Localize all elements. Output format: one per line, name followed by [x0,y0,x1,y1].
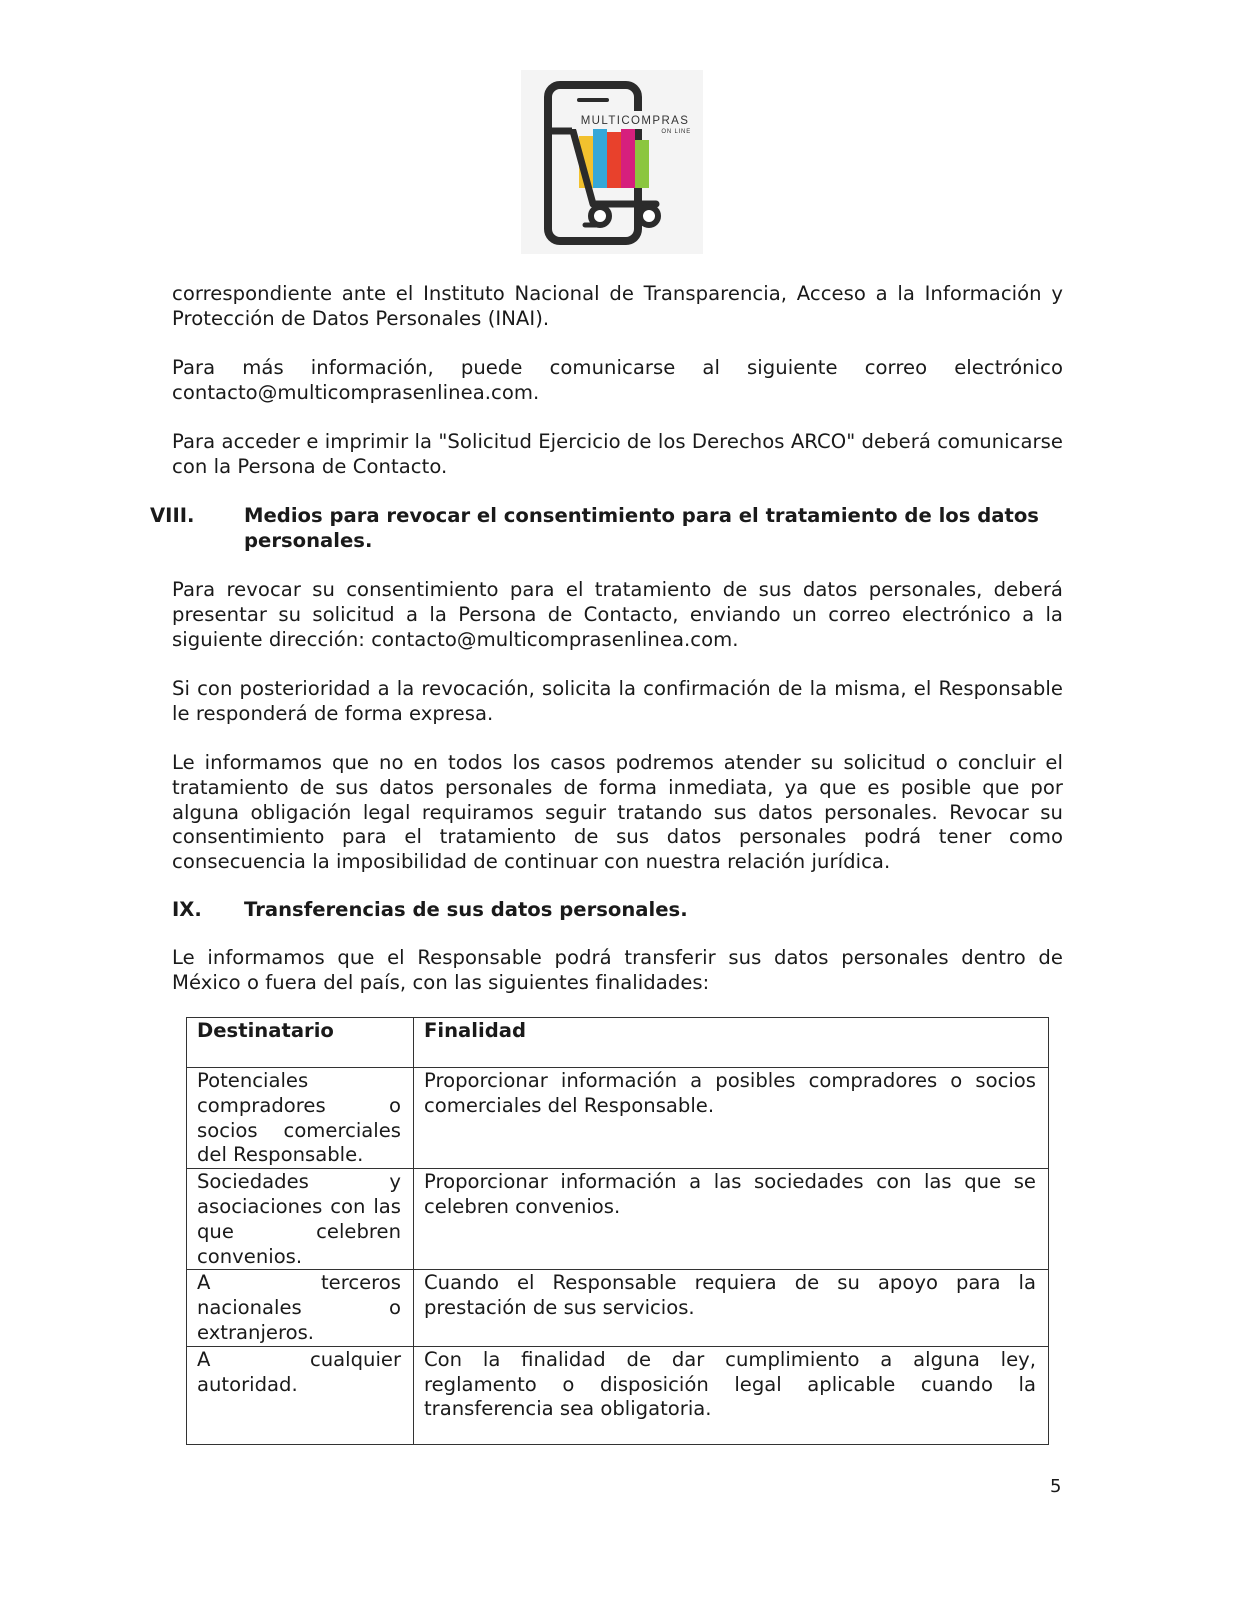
table-cell-purpose: Proporcionar información a las sociedades con las que se celebren convenios. [414,1169,1049,1270]
logo-tagline: ON LINE [661,129,691,135]
table-row [187,1068,1049,1169]
table-row [187,1346,1049,1444]
section-title: Medios para revocar el consentimiento para el tratamiento de los datos personales. [244,504,1039,552]
table-cell-recipient: Potenciales compradores o socios comerciales del Responsable. [187,1068,414,1169]
table-cell-recipient: Sociedades y asociaciones con las que celebren convenios. [187,1169,414,1270]
paragraph-revocation-confirmation: Si con posterioridad a la revocación, solicita la confirmación de la misma, el Responsable le responderá de forma expresa. [172,677,1063,725]
table-cell-purpose: Con la finalidad de dar cumplimiento a alguna ley, reglamento o disposición legal aplicable cuando la transferencia sea obligatoria. [414,1346,1049,1444]
table-cell-purpose: Proporcionar información a posibles compradores o socios comerciales del Responsable. [414,1068,1049,1169]
logo [521,70,703,254]
page-number: 5 [1050,1476,1062,1497]
paragraph-transfers-intro: Le informamos que el Responsable podrá transferir sus datos personales dentro de México o fuera del país, con las siguientes finalidades: [172,946,1063,994]
table-row [187,1270,1049,1346]
table-cell-purpose: Cuando el Responsable requiera de su apoyo para la prestación de sus servicios. [414,1270,1049,1346]
paragraph-contact-email: Para más información, puede comunicarse al siguiente correo electrónico contacto@multicomprasenlinea.com. [172,356,1063,404]
logo-color-bar [621,128,635,188]
logo-color-bar [607,132,621,188]
paragraph-inai: correspondiente ante el Instituto Nacional de Transparencia, Acceso a la Información y Protección de Datos Personales (INAI). [172,282,1063,330]
table-cell-recipient: A terceros nacionales o extranjeros. [187,1270,414,1346]
table-header-cell: Destinatario [187,1018,414,1068]
logo-color-bar [593,126,607,188]
transfers-table [186,1017,1049,1445]
paragraph-arco-request: Para acceder e imprimir la "Solicitud Ejercicio de los Derechos ARCO" deberá comunicarse con la Persona de Contacto. [172,430,1063,478]
paragraph-revocation-limits: Le informamos que no en todos los casos podremos atender su solicitud o concluir el tratamiento de sus datos personales de forma inmediata, ya que es posible que por alguna obligación legal requiramos seguir tratando sus datos personales. Revocar su consentimiento para el tratamiento de sus datos personales podrá tener como consecuencia la imposibilidad de continuar con nuestra relación jurídica. [172,751,1063,874]
paragraph-revoke-consent: Para revocar su consentimiento para el tratamiento de sus datos personales, deberá presentar su solicitud a la Persona de Contacto, enviando un correo electrónico a la siguiente dirección: contacto@multicomprasenlinea.com. [172,578,1063,651]
logo-color-bar [635,140,649,188]
logo-brand: MULTICOMPRAS [580,115,690,127]
table-row [187,1169,1049,1270]
section-number: VIII. [150,504,195,527]
table-cell-recipient: A cualquier autoridad. [187,1346,414,1444]
section-number: IX. [172,898,202,921]
table-header-cell: Finalidad [414,1018,1049,1068]
table-header-row [187,1018,1049,1068]
section-title: Transferencias de sus datos personales. [244,898,688,921]
